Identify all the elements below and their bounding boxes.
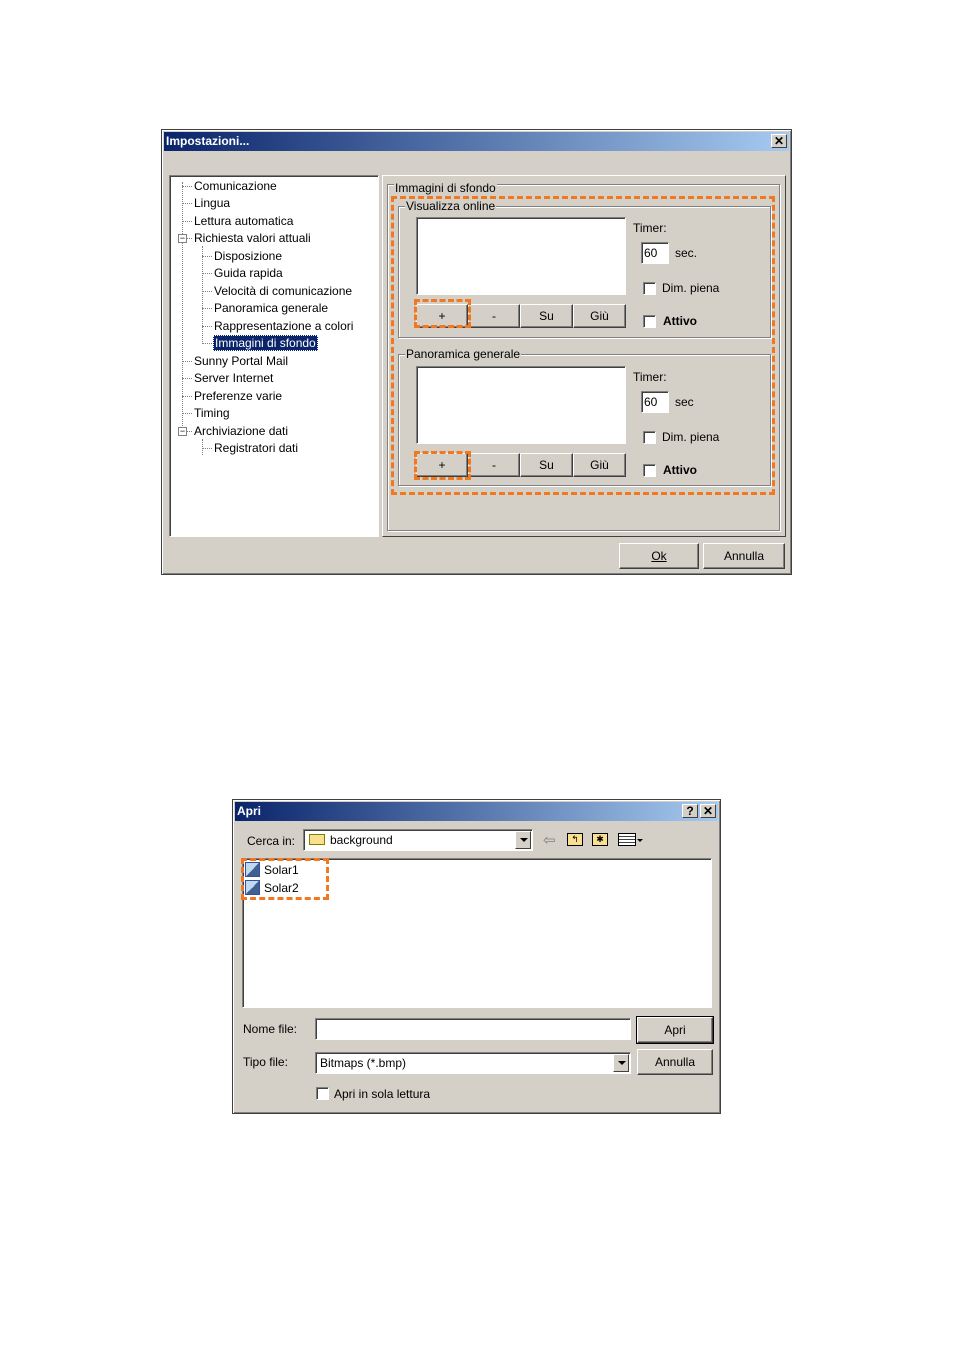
tree-item-lettura-automatica[interactable]: Lettura automatica bbox=[194, 214, 294, 228]
group-visualizza-online-label: Visualizza online bbox=[406, 199, 496, 213]
online-up-button[interactable]: Su bbox=[520, 304, 573, 328]
cancel-button[interactable] bbox=[703, 543, 785, 569]
tree-item-panoramica-generale[interactable]: Panoramica generale bbox=[214, 301, 329, 315]
tree-connector bbox=[202, 256, 212, 257]
highlight-overview-add bbox=[414, 451, 471, 480]
tree-connector bbox=[202, 448, 212, 449]
tree-connector bbox=[182, 203, 192, 204]
overview-down-button[interactable]: Giù bbox=[573, 453, 626, 477]
settings-dialog bbox=[161, 129, 792, 575]
filetype-combo[interactable] bbox=[315, 1052, 631, 1074]
overview-up-button[interactable]: Su bbox=[520, 453, 573, 477]
filetype-value: Bitmaps (*.bmp) bbox=[320, 1056, 407, 1070]
open-title-bar bbox=[235, 802, 718, 821]
lookin-value: background bbox=[330, 833, 393, 847]
tree-item-velocita-comunicazione[interactable]: Velocità di comunicazione bbox=[214, 284, 353, 298]
readonly-label: Apri in sola lettura bbox=[334, 1087, 431, 1101]
folder-icon bbox=[309, 834, 325, 845]
online-timer-input[interactable]: 60 bbox=[641, 242, 669, 264]
tree-item-preferenze-varie[interactable]: Preferenze varie bbox=[194, 389, 283, 403]
highlight-online-add bbox=[414, 299, 471, 328]
tree-item-richiesta-valori-attuali[interactable]: Richiesta valori attuali bbox=[194, 231, 311, 245]
view-menu-chevron-icon[interactable] bbox=[637, 839, 643, 842]
overview-sec-label: sec bbox=[675, 395, 694, 409]
cancel-label: Annulla bbox=[723, 549, 765, 563]
tree-item-sunny-portal-mail[interactable]: Sunny Portal Mail bbox=[194, 354, 289, 368]
file-name: Solar2 bbox=[264, 881, 299, 895]
tree-item-registratori-dati[interactable]: Registratori dati bbox=[214, 441, 299, 455]
help-icon[interactable]: ? bbox=[682, 804, 698, 818]
tree-connector bbox=[202, 246, 203, 344]
tree-item-guida-rapida[interactable]: Guida rapida bbox=[214, 266, 283, 280]
online-add-button[interactable]: + bbox=[416, 304, 468, 328]
tree-item-rappresentazione-colori[interactable]: Rappresentazione a colori bbox=[214, 319, 354, 333]
online-remove-button[interactable]: - bbox=[468, 304, 520, 328]
overview-add-button[interactable]: + bbox=[416, 453, 468, 477]
close-icon[interactable]: ✕ bbox=[700, 804, 716, 818]
tree-connector bbox=[202, 273, 212, 274]
overview-remove-button[interactable]: - bbox=[468, 453, 520, 477]
tree-connector bbox=[182, 186, 192, 187]
tree-collapse-icon[interactable]: − bbox=[179, 426, 186, 436]
ok-label: Ok bbox=[651, 549, 667, 563]
back-arrow-icon[interactable]: ⇦ bbox=[543, 832, 556, 849]
online-down-button[interactable]: Giù bbox=[573, 304, 626, 328]
tree-connector bbox=[182, 182, 183, 432]
online-active-label: Attivo bbox=[663, 314, 697, 328]
open-dialog bbox=[232, 799, 721, 1114]
file-name: Solar1 bbox=[264, 863, 299, 877]
overview-timer-input[interactable]: 60 bbox=[641, 391, 669, 413]
online-timer-label: Timer: bbox=[633, 221, 667, 235]
online-fullsize-label: Dim. piena bbox=[662, 281, 720, 295]
new-folder-icon[interactable]: ✱ bbox=[592, 833, 608, 846]
group-immagini-sfondo-label: Immagini di sfondo bbox=[395, 181, 496, 195]
overview-active-label: Attivo bbox=[663, 463, 697, 477]
view-menu-icon[interactable] bbox=[618, 833, 636, 846]
highlight-files bbox=[241, 858, 329, 900]
group-panoramica-generale-label: Panoramica generale bbox=[406, 347, 521, 361]
open-cancel-button[interactable]: Annulla bbox=[637, 1049, 713, 1075]
filename-input[interactable] bbox=[315, 1018, 631, 1040]
tree-connector bbox=[187, 238, 192, 239]
settings-title: Impostazioni... bbox=[166, 134, 250, 148]
tree-connector bbox=[187, 431, 192, 432]
tree-collapse-icon[interactable]: − bbox=[179, 233, 186, 243]
chevron-down-icon[interactable] bbox=[613, 1054, 629, 1072]
readonly-checkbox[interactable] bbox=[316, 1087, 329, 1100]
overview-timer-label: Timer: bbox=[633, 370, 667, 384]
tree-connector bbox=[182, 361, 192, 362]
close-icon[interactable]: ✕ bbox=[771, 134, 787, 148]
tree-item-lingua[interactable]: Lingua bbox=[194, 196, 231, 210]
up-folder-icon[interactable]: ↰ bbox=[567, 833, 583, 846]
open-button[interactable]: Apri bbox=[637, 1017, 713, 1043]
ok-button[interactable] bbox=[619, 543, 699, 569]
tree-connector bbox=[182, 413, 192, 414]
tree-item-timing[interactable]: Timing bbox=[194, 406, 230, 420]
tree-item-server-internet[interactable]: Server Internet bbox=[194, 371, 274, 385]
online-sec-label: sec. bbox=[675, 246, 698, 260]
tree-connector bbox=[182, 221, 192, 222]
tree-item-disposizione[interactable]: Disposizione bbox=[214, 249, 283, 263]
tree-item-comunicazione[interactable]: Comunicazione bbox=[194, 179, 277, 193]
lookin-label: Cerca in: bbox=[247, 834, 296, 848]
tree-connector bbox=[202, 291, 212, 292]
tree-connector bbox=[182, 378, 192, 379]
tree-item-archiviazione-dati[interactable]: Archiviazione dati bbox=[194, 424, 289, 438]
filetype-label: Tipo file: bbox=[243, 1055, 288, 1069]
tree-connector bbox=[202, 308, 212, 309]
settings-title-bar bbox=[164, 132, 789, 151]
tree-item-immagini-sfondo[interactable]: Immagini di sfondo bbox=[215, 336, 316, 350]
chevron-down-icon[interactable] bbox=[515, 831, 531, 849]
tree-connector bbox=[202, 326, 212, 327]
filename-label: Nome file: bbox=[243, 1022, 298, 1036]
tree-connector bbox=[202, 343, 212, 344]
open-title: Apri bbox=[237, 804, 261, 818]
tree-connector bbox=[202, 439, 203, 455]
settings-tree[interactable] bbox=[169, 175, 379, 537]
lookin-combo[interactable] bbox=[303, 829, 533, 851]
tree-connector bbox=[182, 396, 192, 397]
overview-fullsize-label: Dim. piena bbox=[662, 430, 720, 444]
